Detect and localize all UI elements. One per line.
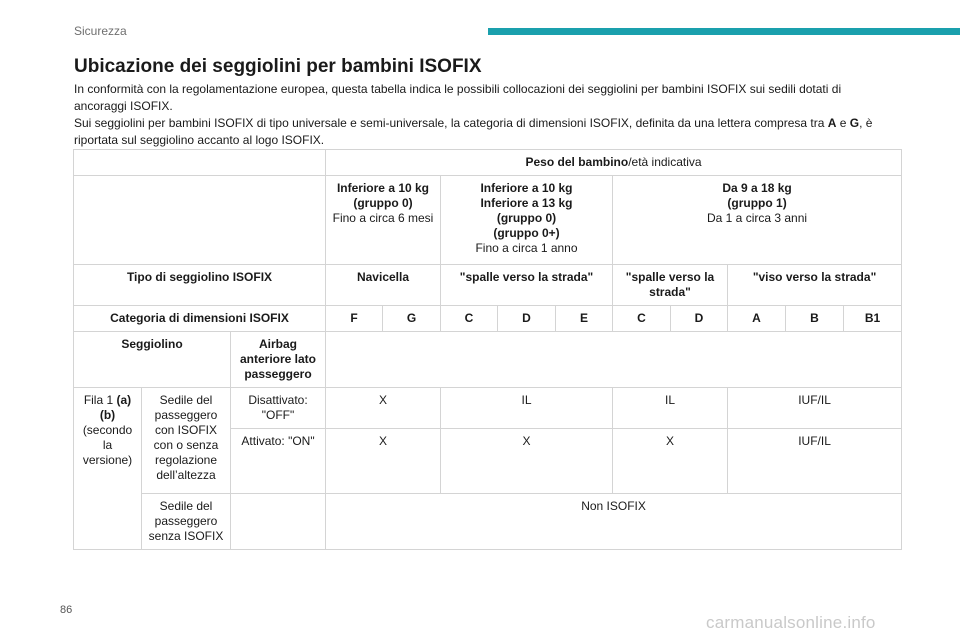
categoria-cell: A <box>728 306 786 332</box>
table-row <box>74 332 902 388</box>
table-row <box>74 494 902 550</box>
categoria-cell: C <box>613 306 671 332</box>
airbag-on-cell: Attivato: "ON" <box>231 429 326 494</box>
header-accent-bar <box>488 28 960 35</box>
group-1-cell: Da 9 a 18 kg (gruppo 1) Da 1 a circa 3 anni <box>613 176 902 265</box>
page-number: 86 <box>60 604 73 616</box>
fila-cell: Fila 1 (a) (b) (secondo la versione) <box>74 388 142 550</box>
tipo-label: Tipo di seggiolino ISOFIX <box>74 265 326 306</box>
intro-text <box>74 81 894 149</box>
table-cell: IUF/IL <box>728 429 902 494</box>
table-cell <box>74 150 326 176</box>
isofix-table <box>73 149 902 550</box>
tipo-cell: "viso verso la strada" <box>728 265 902 306</box>
watermark: carmanualsonline.info <box>706 613 876 632</box>
table-row <box>74 265 902 306</box>
tipo-cell: "spalle verso la strada" <box>441 265 613 306</box>
table-cell <box>74 176 326 265</box>
categoria-cell: C <box>441 306 498 332</box>
table-cell: IUF/IL <box>728 388 902 429</box>
categoria-cell: E <box>556 306 613 332</box>
group-0plus-cell: Inferiore a 10 kg Inferiore a 13 kg (gruppo 0) (gruppo 0+) Fino a circa 1 anno <box>441 176 613 265</box>
table-cell: X <box>326 429 441 494</box>
sedile-non-isofix-cell: Sedile del passeggero senza ISOFIX <box>142 494 231 550</box>
table-row <box>74 306 902 332</box>
categoria-label: Categoria di dimensioni ISOFIX <box>74 306 326 332</box>
tipo-cell: "spalle verso la strada" <box>613 265 728 306</box>
categoria-cell: B <box>786 306 844 332</box>
categoria-cell: D <box>498 306 556 332</box>
tipo-cell: Navicella <box>326 265 441 306</box>
table-row <box>74 388 902 429</box>
table-cell: IL <box>613 388 728 429</box>
table-cell <box>326 332 902 388</box>
section-label: Sicurezza <box>74 24 127 38</box>
table-cell: X <box>613 429 728 494</box>
table-cell: IL <box>441 388 613 429</box>
page-title: Ubicazione dei seggiolini per bambini ISOFIX <box>74 56 482 77</box>
categoria-cell: G <box>383 306 441 332</box>
group-0-cell: Inferiore a 10 kg (gruppo 0) Fino a circa 6 mesi <box>326 176 441 265</box>
categoria-cell: F <box>326 306 383 332</box>
non-isofix-cell: Non ISOFIX <box>326 494 902 550</box>
categoria-cell: B1 <box>844 306 902 332</box>
intro-paragraph-2: Sui seggiolini per bambini ISOFIX di tipo universale e semi-universale, la categoria di dimensioni ISOFIX, definita da una lettera compresa tra A e G, è riportata sul seggiolino accanto al logo ISOFIX. <box>74 116 873 147</box>
sedile-isofix-cell: Sedile del passeggero con ISOFIX con o senza regolazione dell’altezza <box>142 388 231 494</box>
table-row <box>74 150 902 176</box>
table-cell <box>231 494 326 550</box>
seggiolino-label: Seggiolino <box>74 332 231 388</box>
table-cell: X <box>326 388 441 429</box>
categoria-cell: D <box>671 306 728 332</box>
intro-paragraph-1: In conformità con la regolamentazione europea, questa tabella indica le possibili collocazioni dei seggiolini per bambini ISOFIX sui sedili dotati di ancoraggi ISOFIX. <box>74 82 842 113</box>
airbag-label: Airbag anteriore lato passeggero <box>231 332 326 388</box>
peso-header: Peso del bambino/età indicativa <box>326 150 902 176</box>
table-row <box>74 176 902 265</box>
airbag-off-cell: Disattivato: "OFF" <box>231 388 326 429</box>
table-cell: X <box>441 429 613 494</box>
